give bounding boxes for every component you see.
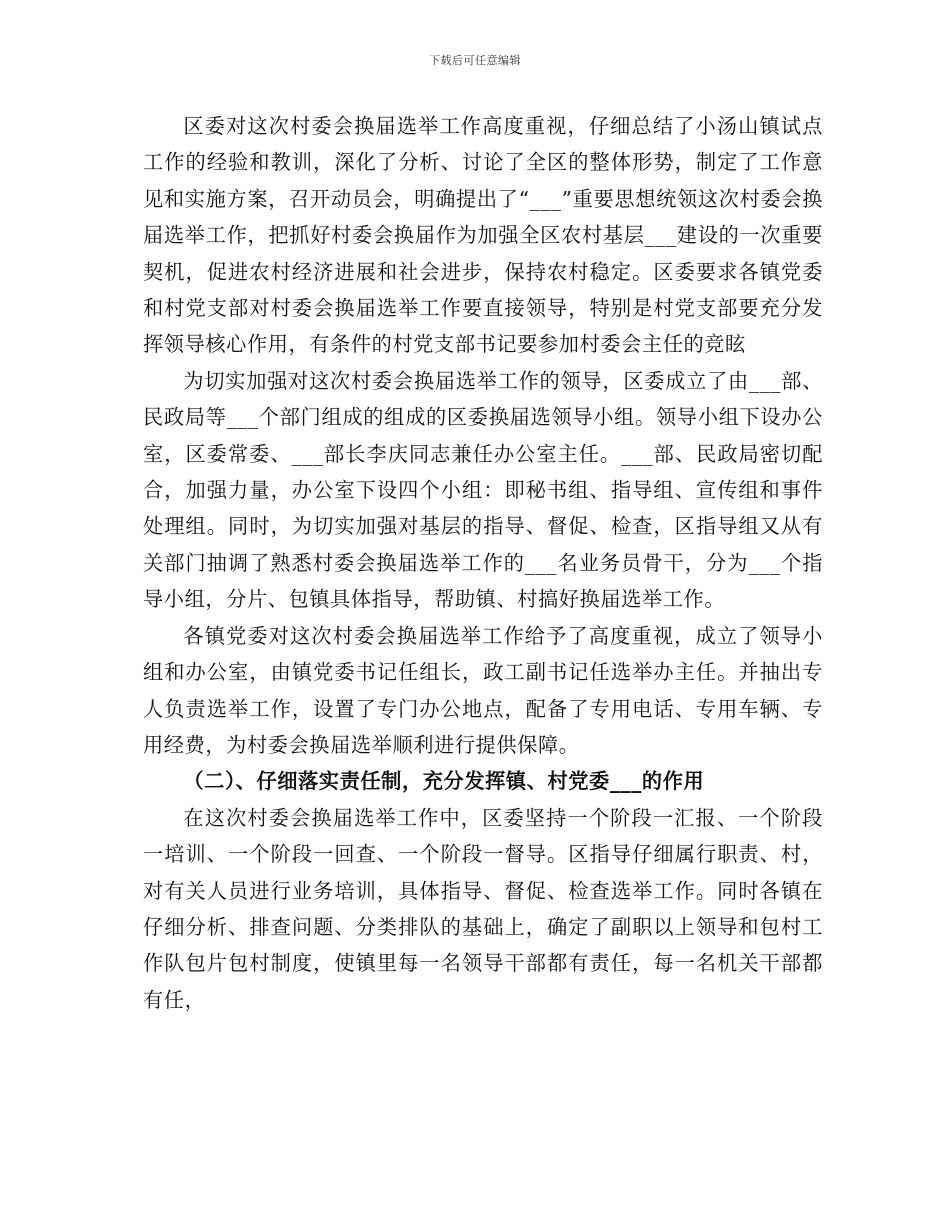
paragraph-responsibility: 在这次村委会换届选举工作中，区委坚持一个阶段一汇报、一个阶段一培训、一个阶段一回查、一个阶段一督导。区指导仔细属行职责、村，对有关人员进行业务培训，具体指导、督促、检查选举工作。同时各镇在仔细分析、排查问题、分类排队的基础上，确定了副职以上领导和包村工作队包片包村制度，使镇里每一名领导干部都有责任，每一名机关干部都有任，: [143, 805, 823, 1012]
section-heading: （二）、仔细落实责任制，充分发挥镇、村党委___的作用: [183, 769, 705, 794]
paragraph-committee-attention: 区委对这次村委会换届选举工作高度重视，仔细总结了小汤山镇试点工作的经验和教训，深化了分析、讨论了全区的整体形势，制定了工作意见和实施方案，召开动员会，明确提出了“___”重要思想统领这次村委会换届选举工作，把抓好村委会换届作为加强全区农村基层___建设的一次重要契机，促进农村经济进展和社会进步，保持农村稳定。区委要求各镇党委和村党支部对村委会换届选举工作要直接领导，特别是村党支部要充分发挥领导核心作用，有条件的村党支部书记要参加村委会主任的竞眩: [143, 114, 823, 357]
document-body: [143, 108, 823, 1018]
paragraph-town-committees: 各镇党委对这次村委会换届选举工作给予了高度重视，成立了领导小组和办公室，由镇党委书记任组长，政工副书记任选举办主任。并抽出专人负责选举工作，设置了专门办公地点，配备了专用电话、专用车辆、专用经费，为村委会换届选举顺利进行提供保障。: [143, 623, 823, 757]
page-header: 下载后可任意编辑: [429, 54, 521, 67]
paragraph-leadership-group: 为切实加强对这次村委会换届选举工作的领导，区委成立了由___部、民政局等___个部门组成的组成的区委换届选领导小组。领导小组下设办公室，区委常委、___部长李庆同志兼任办公室主任。___部、民政局密切配合，加强力量，办公室下设四个小组：即秘书组、指导组、宣传组和事件处理组。同时，为切实加强对基层的指导、督促、检查，区指导组又从有关部门抽调了熟悉村委会换届选举工作的___名业务员骨干，分为___个指导小组，分片、包镇具体指导，帮助镇、村搞好换届选举工作。: [143, 368, 823, 612]
